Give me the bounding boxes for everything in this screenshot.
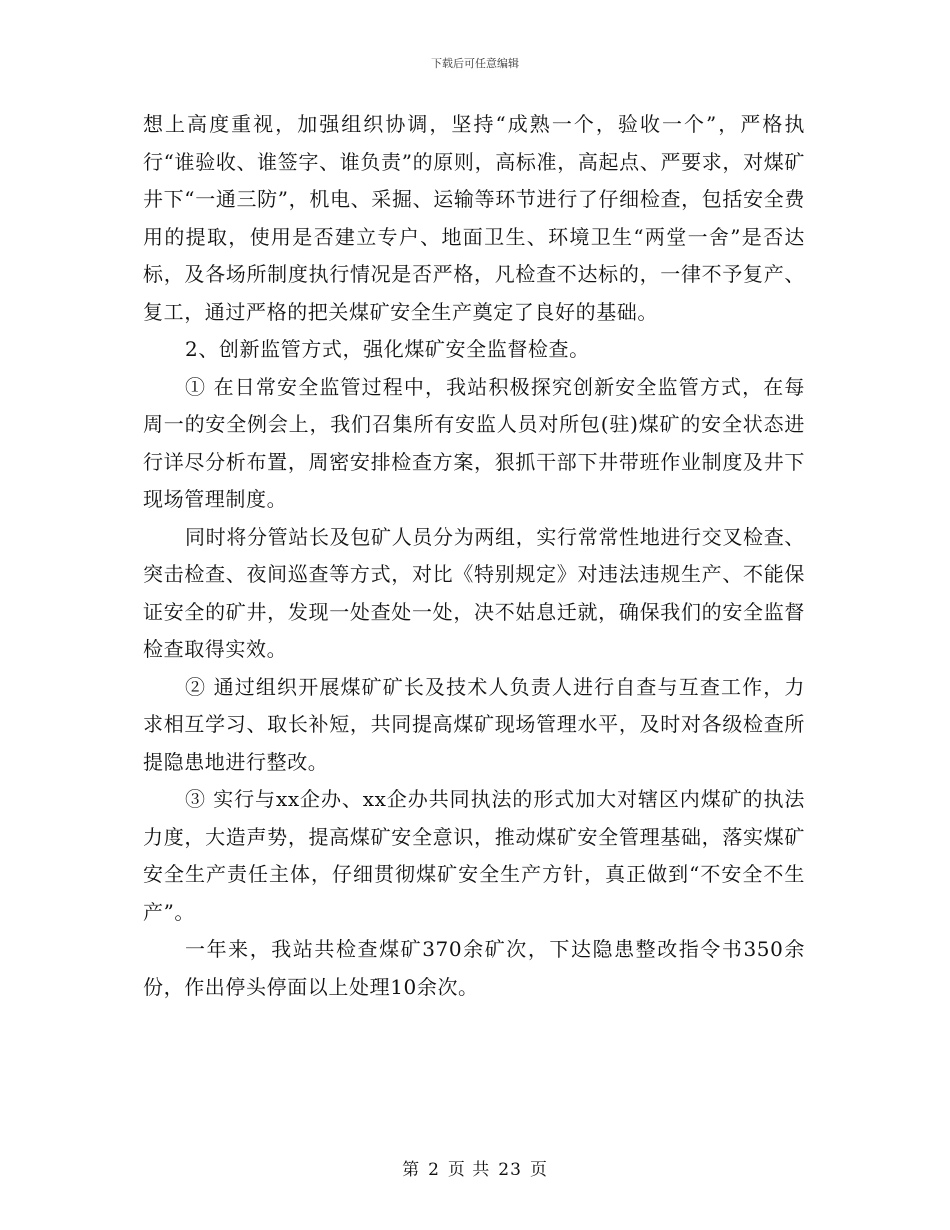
- paragraph-5: ② 通过组织开展煤矿矿长及技术人负责人进行自查与互查工作，力求相互学习、取长补短，共同提高煤矿现场管理水平，及时对各级检查所提隐患地进行整改。: [143, 674, 805, 774]
- page-number-footer: [0, 1155, 950, 1180]
- footer-current-page: 2: [428, 1160, 440, 1180]
- page-header-note: 下载后可任意编辑: [431, 57, 519, 70]
- footer-total-pages: 23: [498, 1160, 522, 1180]
- paragraph-6: ③ 实行与xx企办、xx企办共同执法的形式加大对辖区内煤矿的执法力度，大造声势，提高煤矿安全意识，推动煤矿安全管理基础，落实煤矿安全生产责任主体，仔细贯彻煤矿安全生产方针，真正做到“不安全不生产”。: [143, 787, 805, 924]
- footer-prefix: 第: [402, 1160, 421, 1180]
- footer-suffix: 页: [529, 1160, 548, 1180]
- paragraph-3: ① 在日常安全监管过程中，我站积极探究创新安全监管方式，在每周一的安全例会上，我们召集所有安监人员对所包(驻)煤矿的安全状态进行详尽分析布置，周密安排检查方案，狠抓干部下井带班作业制度及井下现场管理制度。: [143, 374, 805, 511]
- footer-middle: 页 共: [447, 1160, 491, 1180]
- paragraph-2-heading: 2、创新监管方式，强化煤矿安全监督检查。: [185, 337, 590, 361]
- paragraph-4: 同时将分管站长及包矿人员分为两组，实行常常性地进行交叉检查、突击检查、夜间巡查等方式，对比《特别规定》对违法违规生产、不能保证安全的矿井，发现一处查处一处，决不姑息迁就，确保我们的安全监督检查取得实效。: [143, 524, 805, 661]
- paragraph-7: 一年来，我站共检查煤矿370余矿次，下达隐患整改指令书350余份，作出停头停面以上处理10余次。: [143, 937, 805, 999]
- paragraph-1: 想上高度重视，加强组织协调，坚持“成熟一个，验收一个”，严格执行“谁验收、谁签字、谁负责”的原则，高标准，高起点、严要求，对煤矿井下“一通三防”，机电、采掘、运输等环节进行了仔细检查，包括安全费用的提取，使用是否建立专户、地面卫生、环境卫生“两堂一舍”是否达标，及各场所制度执行情况是否严格，凡检查不达标的，一律不予复产、复工，通过严格的把关煤矿安全生产奠定了良好的基础。: [143, 112, 805, 324]
- document-body: [143, 106, 805, 1006]
